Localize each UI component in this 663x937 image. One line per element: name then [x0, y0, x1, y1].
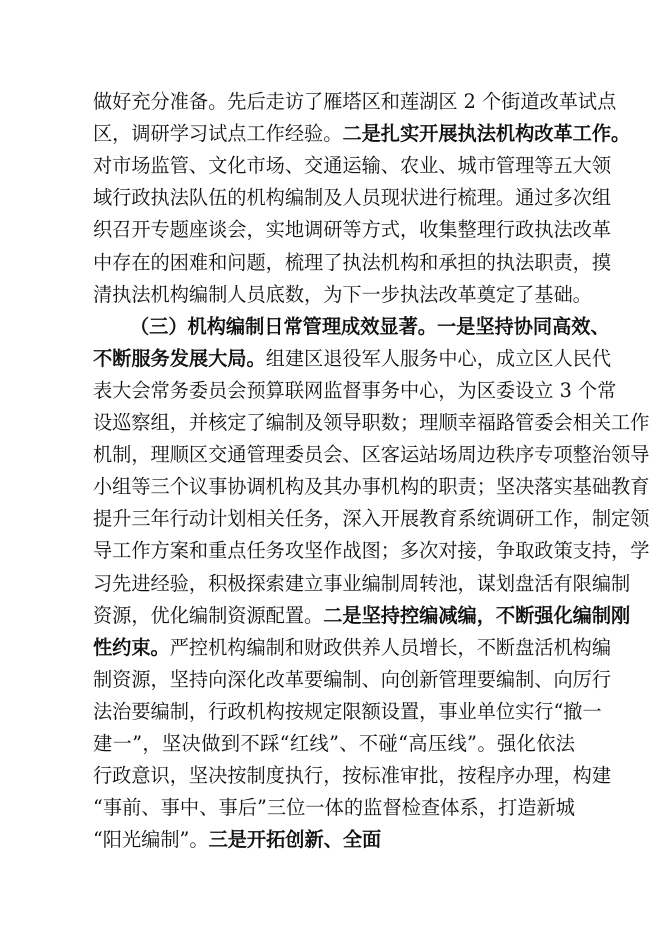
- text-segment: 区，调研学习试点工作经验。: [93, 122, 343, 146]
- text-line: [93, 472, 650, 502]
- text-line: [93, 119, 631, 149]
- bold-text-segment: 不断服务发展大局。: [93, 346, 266, 370]
- text-line: [93, 151, 612, 181]
- text-line: [93, 697, 602, 727]
- text-segment: 清执法机构编制人员底数，为下一步执法改革奠定了基础。: [93, 282, 592, 306]
- text-segment: 小组等三个议事协调机构及其办事机构的职责；坚决落实基础教育: [93, 475, 650, 499]
- text-segment: 法治要编制，行政机构按规定限额设置，事业单位实行“撤一: [93, 699, 602, 723]
- text-segment: 组建区退役军人服务中心，成立区人民代: [265, 346, 612, 370]
- text-line: [93, 761, 612, 791]
- text-segment: 提升三年行动计划相关任务，深入开展教育系统调研工作，制定领: [93, 507, 650, 531]
- text-line: [93, 536, 650, 566]
- text-line: [93, 825, 575, 855]
- text-segment: 建一”，坚决做到不踩“红线”、不碰“高压线”。强化依法: [93, 732, 575, 755]
- text-line: [93, 440, 650, 470]
- text-line: [130, 312, 610, 342]
- text-segment: 资源，优化编制资源配置。: [93, 603, 324, 627]
- text-segment: 习先进经验，积极探索建立事业编制周转池，谋划盘活有限编制: [93, 571, 631, 595]
- text-line: [93, 665, 612, 695]
- text-segment: 对市场监管、文化市场、交通运输、农业、城市管理等五大领: [93, 154, 612, 178]
- text-segment: 机制，理顺区交通管理委员会、区客运站场周边秩序专项整治领导: [93, 443, 650, 467]
- text-segment: “事前、事中、事后”三位一体的监督检查体系，打造新城: [93, 796, 575, 820]
- text-line: [93, 183, 612, 213]
- text-segment: 域行政执法队伍的机构编制及人员现状进行梳理。通过多次组: [93, 186, 612, 210]
- text-segment: 行政意识，坚决按制度执行，按标准审批，按程序办理，构建: [93, 764, 612, 788]
- bold-text-segment: 二是扎实开展执法机构改革工作。: [342, 122, 631, 146]
- text-line: [93, 793, 575, 823]
- text-line: [93, 280, 592, 310]
- text-line: [93, 633, 612, 663]
- text-line: [93, 729, 575, 759]
- text-line: [93, 248, 612, 278]
- text-line: [93, 87, 617, 117]
- text-line: [93, 504, 650, 534]
- text-line: [93, 376, 617, 406]
- text-segment: 做好充分准备。先后走访了雁塔区和莲湖区 2 个街道改革试点: [93, 90, 617, 113]
- text-segment: 制资源，坚持向深化改革要编制、向创新管理要编制、向厉行: [93, 667, 612, 691]
- text-segment: 设巡察组，并核定了编制及领导职数；理顺幸福路管委会相关工作: [93, 411, 650, 434]
- bold-text-segment: 二是坚持控编减编，不断强化编制刚: [323, 603, 631, 627]
- text-segment: “阳光编制”。: [93, 828, 209, 852]
- text-segment: 严控机构编制和财政供养人员增长，不断盘活机构编: [169, 635, 612, 659]
- text-segment: 表大会常务委员会预算联网监督事务中心，为区委设立 3 个常: [93, 378, 617, 402]
- text-line: [93, 569, 631, 599]
- text-line: [93, 408, 650, 438]
- bold-text-segment: （三）机构编制日常管理成效显著。一是坚持协同高效、: [130, 314, 610, 338]
- text-line: [93, 344, 612, 374]
- text-segment: 中存在的困难和问题，梳理了执法机构和承担的执法职责，摸: [93, 250, 612, 274]
- text-line: [93, 215, 612, 245]
- text-line: [93, 601, 631, 631]
- bold-text-segment: 三是开拓创新、全面: [208, 828, 382, 852]
- text-segment: 织召开专题座谈会，实地调研等方式，收集整理行政执法改革: [93, 218, 612, 242]
- text-segment: 导工作方案和重点任务攻坚作战图；多次对接，争取政策支持，学: [93, 539, 650, 563]
- bold-text-segment: 性约束。: [93, 635, 170, 659]
